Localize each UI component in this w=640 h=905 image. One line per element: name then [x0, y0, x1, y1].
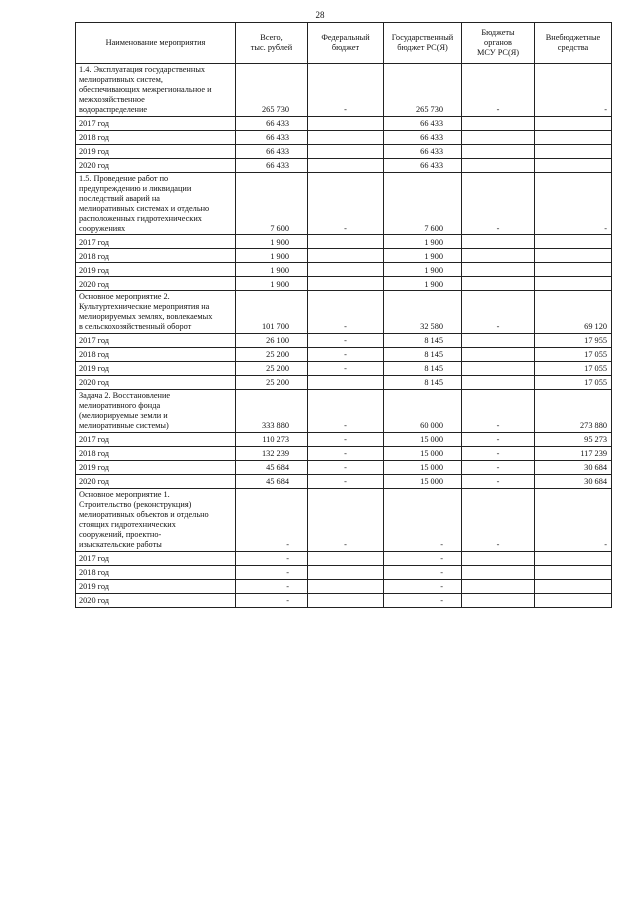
cell-extra	[535, 130, 612, 144]
cell-state: 8 145	[384, 348, 462, 362]
cell-total: 1 900	[236, 235, 308, 249]
cell-total: 7 600	[236, 172, 308, 235]
header-total: Всего, тыс. рублей	[236, 23, 308, 64]
cell-federal: -	[308, 489, 384, 552]
table-row-year	[76, 116, 612, 130]
cell-state: -	[384, 593, 462, 607]
cell-federal	[308, 565, 384, 579]
cell-msu: -	[462, 172, 535, 235]
cell-name: 2017 год	[76, 116, 236, 130]
table-row-year	[76, 249, 612, 263]
cell-federal	[308, 249, 384, 263]
cell-name: 2017 год	[76, 334, 236, 348]
table-row-year	[76, 551, 612, 565]
cell-federal: -	[308, 348, 384, 362]
cell-total: 66 433	[236, 130, 308, 144]
table-row-year	[76, 475, 612, 489]
cell-state: 15 000	[384, 461, 462, 475]
cell-name: 2019 год	[76, 579, 236, 593]
table-row-measure	[76, 390, 612, 433]
cell-msu: -	[462, 475, 535, 489]
cell-total: 26 100	[236, 334, 308, 348]
cell-total: 132 239	[236, 447, 308, 461]
cell-state: 1 900	[384, 249, 462, 263]
cell-federal: -	[308, 291, 384, 334]
table-row-year	[76, 144, 612, 158]
table-row-year	[76, 334, 612, 348]
cell-name: 2020 год	[76, 277, 236, 291]
cell-extra: 117 239	[535, 447, 612, 461]
table-row-year	[76, 158, 612, 172]
table-row-measure	[76, 64, 612, 117]
cell-msu	[462, 144, 535, 158]
cell-msu	[462, 263, 535, 277]
cell-name: 2018 год	[76, 565, 236, 579]
header-name: Наименование мероприятия	[76, 23, 236, 64]
cell-name: 2018 год	[76, 348, 236, 362]
cell-name: 2019 год	[76, 362, 236, 376]
cell-total: -	[236, 489, 308, 552]
cell-msu	[462, 130, 535, 144]
cell-name: 2018 год	[76, 249, 236, 263]
cell-extra	[535, 579, 612, 593]
cell-msu: -	[462, 433, 535, 447]
page-number: 28	[315, 10, 325, 20]
cell-state: 32 580	[384, 291, 462, 334]
cell-msu	[462, 249, 535, 263]
cell-federal	[308, 376, 384, 390]
cell-extra: 17 055	[535, 362, 612, 376]
cell-federal	[308, 593, 384, 607]
cell-state: 1 900	[384, 263, 462, 277]
cell-state: 15 000	[384, 433, 462, 447]
cell-msu	[462, 551, 535, 565]
cell-name: 1.4. Эксплуатация государственных мелиоративных систем, обеспечивающих межрегиональное и межхозяйственное водораспределение	[76, 64, 236, 117]
cell-extra	[535, 158, 612, 172]
cell-federal: -	[308, 334, 384, 348]
budget-table	[75, 22, 612, 608]
cell-msu	[462, 235, 535, 249]
cell-msu: -	[462, 447, 535, 461]
cell-msu	[462, 593, 535, 607]
cell-state: 1 900	[384, 235, 462, 249]
cell-state: 66 433	[384, 130, 462, 144]
cell-extra	[535, 249, 612, 263]
table-row-year	[76, 593, 612, 607]
cell-state: -	[384, 489, 462, 552]
cell-name: 2019 год	[76, 461, 236, 475]
cell-total: 333 880	[236, 390, 308, 433]
cell-total: 45 684	[236, 461, 308, 475]
cell-msu: -	[462, 390, 535, 433]
cell-federal: -	[308, 433, 384, 447]
table-row-year	[76, 461, 612, 475]
cell-extra	[535, 235, 612, 249]
cell-total: 66 433	[236, 144, 308, 158]
cell-msu	[462, 158, 535, 172]
cell-total: -	[236, 551, 308, 565]
header-extra: Внебюджетные средства	[535, 23, 612, 64]
cell-state: 66 433	[384, 158, 462, 172]
cell-msu	[462, 334, 535, 348]
cell-extra: 30 684	[535, 475, 612, 489]
cell-msu: -	[462, 291, 535, 334]
cell-state: 15 000	[384, 447, 462, 461]
cell-extra: 95 273	[535, 433, 612, 447]
cell-federal: -	[308, 64, 384, 117]
cell-federal	[308, 579, 384, 593]
cell-extra	[535, 551, 612, 565]
cell-msu	[462, 348, 535, 362]
cell-name: 2019 год	[76, 263, 236, 277]
cell-federal	[308, 235, 384, 249]
cell-extra: -	[535, 489, 612, 552]
table-header-row	[76, 23, 612, 64]
cell-total: 25 200	[236, 376, 308, 390]
cell-federal	[308, 551, 384, 565]
table-row-measure	[76, 291, 612, 334]
cell-federal	[308, 158, 384, 172]
cell-state: 8 145	[384, 376, 462, 390]
cell-name: 2020 год	[76, 158, 236, 172]
table-row-year	[76, 348, 612, 362]
cell-state: 15 000	[384, 475, 462, 489]
cell-total: 101 700	[236, 291, 308, 334]
table-row-year	[76, 362, 612, 376]
cell-federal: -	[308, 390, 384, 433]
table-row-year	[76, 579, 612, 593]
cell-msu	[462, 116, 535, 130]
cell-total: 265 730	[236, 64, 308, 117]
cell-state: 1 900	[384, 277, 462, 291]
cell-federal	[308, 144, 384, 158]
cell-name: 2018 год	[76, 447, 236, 461]
cell-total: 45 684	[236, 475, 308, 489]
table-row-year	[76, 565, 612, 579]
header-state: Государственный бюджет РС(Я)	[384, 23, 462, 64]
cell-federal	[308, 263, 384, 277]
cell-federal	[308, 130, 384, 144]
cell-federal: -	[308, 172, 384, 235]
cell-msu	[462, 277, 535, 291]
cell-extra	[535, 565, 612, 579]
cell-federal: -	[308, 461, 384, 475]
cell-msu	[462, 362, 535, 376]
cell-total: -	[236, 593, 308, 607]
cell-name: 2017 год	[76, 235, 236, 249]
cell-msu: -	[462, 64, 535, 117]
table-row-measure	[76, 489, 612, 552]
header-federal: Федеральный бюджет	[308, 23, 384, 64]
cell-state: 8 145	[384, 362, 462, 376]
cell-msu: -	[462, 461, 535, 475]
cell-name: 2020 год	[76, 593, 236, 607]
cell-state: -	[384, 579, 462, 593]
cell-total: 25 200	[236, 362, 308, 376]
cell-state: -	[384, 551, 462, 565]
cell-federal: -	[308, 447, 384, 461]
cell-name: 1.5. Проведение работ по предупреждению и ликвидации последствий аварий на мелиоративных системах и отдельно расположенных гидротехнических сооружениях	[76, 172, 236, 235]
cell-extra: 17 055	[535, 348, 612, 362]
cell-total: 66 433	[236, 158, 308, 172]
cell-name: Задача 2. Восстановление мелиоративного фонда (мелиорируемые земли и мелиоративные системы)	[76, 390, 236, 433]
cell-total: 1 900	[236, 263, 308, 277]
cell-extra	[535, 277, 612, 291]
table-row-year	[76, 130, 612, 144]
cell-msu	[462, 376, 535, 390]
cell-total: 25 200	[236, 348, 308, 362]
cell-extra: 30 684	[535, 461, 612, 475]
table-row-year	[76, 263, 612, 277]
cell-total: 110 273	[236, 433, 308, 447]
cell-state: 265 730	[384, 64, 462, 117]
cell-total: 1 900	[236, 277, 308, 291]
table-row-measure	[76, 172, 612, 235]
cell-state: 7 600	[384, 172, 462, 235]
cell-name: 2018 год	[76, 130, 236, 144]
cell-state: 60 000	[384, 390, 462, 433]
cell-extra: 273 880	[535, 390, 612, 433]
table-row-year	[76, 433, 612, 447]
cell-name: Основное мероприятие 2. Культуртехнические мероприятия на мелиорируемых землях, вовлекаемых в сельскохозяйственный оборот	[76, 291, 236, 334]
table-row-year	[76, 277, 612, 291]
cell-federal	[308, 277, 384, 291]
cell-name: 2017 год	[76, 433, 236, 447]
cell-total: 1 900	[236, 249, 308, 263]
cell-name: 2020 год	[76, 475, 236, 489]
cell-federal: -	[308, 362, 384, 376]
header-msu: Бюджеты органов МСУ РС(Я)	[462, 23, 535, 64]
cell-extra: 69 120	[535, 291, 612, 334]
cell-extra	[535, 116, 612, 130]
table-row-year	[76, 376, 612, 390]
cell-federal	[308, 116, 384, 130]
cell-name: Основное мероприятие 1. Строительство (реконструкция) мелиоративных объектов и отдельно стоящих гидротехнических сооружений, проектно- изыскательские работы	[76, 489, 236, 552]
table-body	[76, 64, 612, 608]
cell-msu	[462, 565, 535, 579]
cell-extra: 17 055	[535, 376, 612, 390]
cell-extra: 17 955	[535, 334, 612, 348]
cell-state: -	[384, 565, 462, 579]
cell-state: 66 433	[384, 116, 462, 130]
cell-state: 66 433	[384, 144, 462, 158]
cell-extra: -	[535, 64, 612, 117]
cell-federal: -	[308, 475, 384, 489]
cell-name: 2019 год	[76, 144, 236, 158]
cell-extra	[535, 263, 612, 277]
cell-extra: -	[535, 172, 612, 235]
cell-name: 2020 год	[76, 376, 236, 390]
cell-extra	[535, 593, 612, 607]
cell-state: 8 145	[384, 334, 462, 348]
cell-extra	[535, 144, 612, 158]
cell-total: 66 433	[236, 116, 308, 130]
cell-total: -	[236, 565, 308, 579]
cell-msu	[462, 579, 535, 593]
cell-name: 2017 год	[76, 551, 236, 565]
table-row-year	[76, 235, 612, 249]
table-row-year	[76, 447, 612, 461]
cell-total: -	[236, 579, 308, 593]
cell-msu: -	[462, 489, 535, 552]
